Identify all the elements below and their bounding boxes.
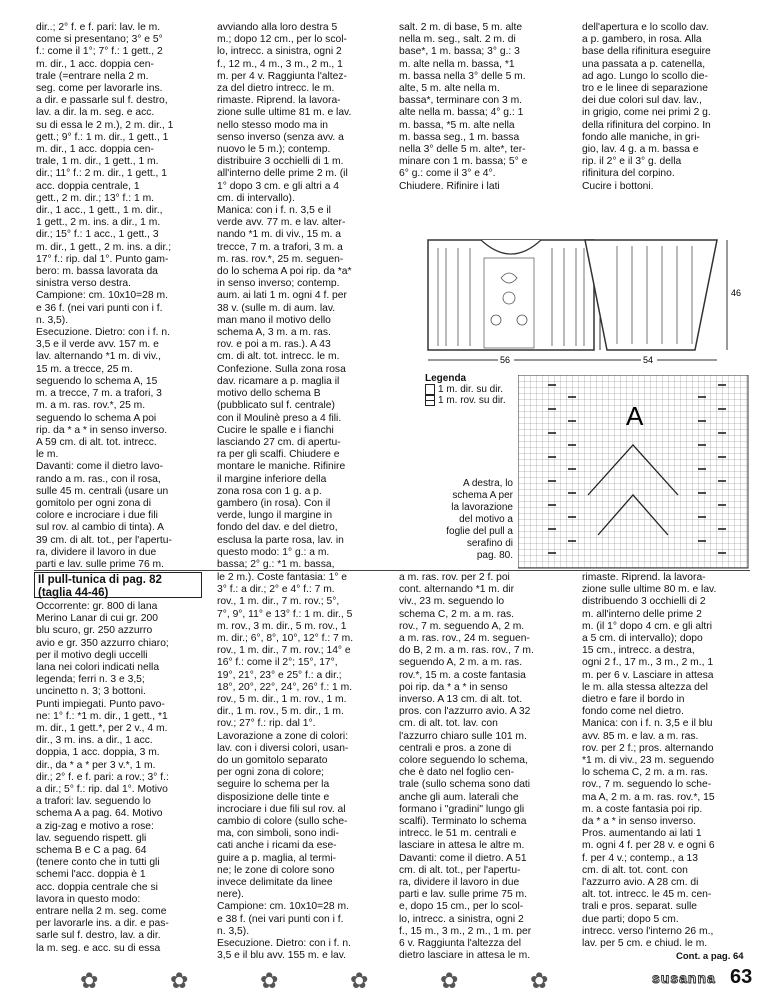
text-column-4: dell'apertura e lo scollo dav. a p. gambero, in rosa. Alla base della rifinitura eseguire una passata a p. catenella, ad ago. Lungo lo scollo die- tro e le linee di separazione dei due colori sul dav. lav., in grigio, come nei primi 2 g. della rifinitura del corpino. In fondo alle maniche, in gri- gio, lav. 4 g. a m. bassa e rip. il 2° e il 3° g. della rifinitura del corpino. Cucire i bottoni. [582,22,711,192]
bottom-column-2: le 2 m.). Coste fantasia: 1° e 3° f.: a dir.; 2° e 4° f.: 7 m. rov., 1 m. dir., 7 m. rov.; 5°, 7°, 9°, 11° e 13° f.: 1 m. dir., 5 m. rov., 3 m. dir., 5 m. rov., 1 m. dir.; 6°, 8°, 10°, 12° f.: 7 m. rov., 1 m. dir., 7 m. rov.; 14° e 16° f.: come il 2°; 15°, 17°, 19°, 21°, 23° e 25° f.: a dir.; 18°, 20°, 22°, 24°, 26° f.: 1 m. rov., 5 m. dir., 1 m. rov., 1 m. dir., 1 m. rov., 5 m. dir., 1 m. rov.; 27° f.: rip. dal 1°. Lavorazione a zone di colori: lav. con i diversi colori, usan- do un gomitolo separato per ogni zona di colore; seguire lo schema per la disposizione delle tinte e incrociare i due fili sul rov. al cambio di colore (sullo sche- ma, con simboli, sono indi- cati anche i ricami da ese- guire a p. maglia, al termi- ne; le zone di colore sono invece delimitate da linee nere). Campione: cm. 10x10=28 m. e 38 f. (nei vari punti con i f. n. 3,5). Esecuzione. Dietro: con i f. n. 3,5 e il blu avv. 155 m. e lav. [217,572,354,962]
flower-ornament-icon: ✿ [350,968,369,993]
flower-ornament-icon: ✿ [440,968,459,993]
text-column-1: dir..; 2° f. e f. pari: lav. le m. come si presentano; 3° e 5° f.: come il 1°; 7° f.: 1 gett., 2 m. dir., 1 acc. doppia cen- trale (=entrare nella 2 m. seg. come per lavorarle ins. a dir. e passarle sul f. destro, lav. a dir. la m. seg. e acc. su di essa le 2 m.), 2 m. dir., 1 gett.; 9° f.: 1 m. dir., 1 gett., 1 m. dir., 1 acc. doppia cen- trale, 1 m. dir., 1 gett., 1 m. dir.; 11° f.: 2 m. dir., 1 gett., 1 acc. doppia centrale, 1 gett., 2 m. dir.; 13° f.: 1 m. dir., 1 acc., 1 gett., 1 m. dir., 1 gett., 2 m. ins. a dir., 1 m. dir.; 15° f.: 1 acc., 1 gett., 3 m. dir., 1 gett., 2 m. ins. a dir.; 17° f.: rip. dal 1°. Punto gam- bero: m. bassa lavorata da sinistra verso destra. Campione: cm. 10x10=28 m. e 36 f. (nei vari punti con i f. n. 3,5). Esecuzione. Dietro: con i f. n. 3,5 e il verde avv. 157 m. e lav. alternando *1 m. di viv., 15 m. a trecce, 25 m. seguendo lo schema A, 15 m. a trecce, 7 m. a trafori, 3 m. a m. ras. rov.*, 25 m. seguendo lo schema A poi rip. da * a * in senso inverso. A 59 cm. di alt. tot. intrecc. le m. Davanti: come il dietro lavo- rando a m. ras., con il rosa, sulle 45 m. centrali (usare un gomitolo per ogni zona di colore e incrociare i due fili sul rov. al cambio di tinta). A 39 cm. di alt. tot., per l'apertu- ra, dividere il lavoro in due parti e lav. sulle prime 76 m. [36,22,174,570]
dim-width-body: 56 [500,355,511,364]
flower-ornament-icon: ✿ [260,968,279,993]
chart-a-grid [518,375,750,570]
section-heading: Il pull-tunica di pag. 82 (taglia 44-46) [34,572,202,598]
legend-title: Legenda [425,373,467,384]
chart-letter-a: A [626,401,644,431]
flower-ornament-icon: ✿ [530,968,549,993]
section-divider [34,570,750,571]
dim-height-sleeve: 46 [731,288,742,298]
dim-width-sleeve: 54 [643,355,654,364]
purl-swatch-icon [425,395,435,406]
magazine-brand: susanna [652,970,716,986]
legend [425,373,506,406]
flower-ornament-icon: ✿ [170,968,189,993]
sleeve-diagram [577,238,747,364]
text-column-3: salt. 2 m. di base, 5 m. alte nella m. seg., salt. 2 m. di base*, 1 m. bassa; 3° g.: 3 m. alte nella m. bassa, *1 m. bassa nella 3° delle 5 m. alte, 5 m. alte nella m. bassa*, terminare con 3 m. alte nella m. bassa; 4° g.: 1 m. bassa, *5 m. alte nella m. bassa seg., 1 m. bassa nella 3° delle 5 m. alte*, ter- minare con 1 m. bassa; 5° e 6° g.: come il 3° e 4°. Chiudere. Rifinire i lati [399,22,528,192]
text-column-2: avviando alla loro destra 5 m.; dopo 12 cm., per lo scol- lo, intrecc. a sinistra, ogni 2 f., 12 m., 4 m., 3 m., 2 m., 1 m. per 4 v. Raggiunta l'altez- za del dietro intrecc. le m. rimaste. Riprend. la lavora- zione sulle ultime 81 m. e lav. nello stesso modo ma in senso inverso (senza avv. a nuovo le 5 m.); contemp. distribuire 3 occhielli di 1 m. all'interno delle prime 2 m. (il 1° dopo 3 cm. e gli altri a 4 cm. di intervallo). Manica: con i f. n. 3,5 e il verde avv. 77 m. e lav. alter- nando *1 m. di viv., 15 m. a trecce, 7 m. a trafori, 3 m. a m. ras. rov.*, 25 m. seguen- do lo schema A poi rip. da *a* in senso inverso; contemp. aum. ai lati 1 m. ogni 4 f. per 38 v. (sulle m. di aum. lav. man mano il motivo dello schema A, 3 m. a m. ras. rov. e poi a m. ras.). A 43 cm. di alt. tot. intrecc. le m. Confezione. Sulla zona rosa dav. ricamare a p. maglia il motivo dello schema B (pubblicato sul f. centrale) con il Moulinè preso a 4 fili. Cucire le spalle e i fianchi lasciando 27 cm. di apertu- ra per gli scalfi. Chiudere e montare le maniche. Rifinire il margine inferiore della zona rosa con 1 g. a p. gambero (in rosa). Con il verde, lungo il margine in fondo del dav. e del dietro, esclusa la parte rosa, lav. in questo modo: 1° g.: a m. bassa; 2° g.: *1 m. bassa, [217,22,352,570]
legend-item-purl: 1 m. rov. su dir. [425,395,506,406]
bottom-column-3: a m. ras. rov. per 2 f. poi cont. alternando *1 m. dir viv., 23 m. seguendo lo schema C, 2 m. a m. ras. rov., 7 m. seguendo A, 2 m. a m. ras. rov., 24 m. seguen- do B, 2 m. a m. ras. rov., 7 m. seguendo A, 2 m. a m. ras. rov.*, 15 m. a coste fantasia poi rip. da * a * in senso inverso. A 13 cm. di alt. tot. pros. con l'azzurro avio. A 32 cm. di alt. tot. lav. con l'azzurro chiaro sulle 101 m. centrali e pros. a zone di colore seguendo lo schema, che è dato nel foglio cen- trale (sullo schema sono dati anche gli aum. laterali che formano i "gradini" lungo gli scalfi). Terminato lo schema intrecc. le 51 m. centrali e lasciare in attesa le altre m. Davanti: come il dietro. A 51 cm. di alt. tot., per l'apertu- ra, dividere il lavoro in due parti e lav. sulle prime 75 m. e, dopo 15 cm., per lo scol- lo, intrecc. a sinistra, ogni 2 f., 15 m., 3 m., 2 m., 1 m. per 6 v. Raggiunta l'altezza del dietro lasciare in attesa le m. [399,572,534,962]
bottom-column-4: rimaste. Riprend. la lavora- zione sulle ultime 80 m. e lav. distribuendo 3 occhielli di 2 m. all'interno delle prime 2 m. (il 1° dopo 4 cm. e gli altri a 5 cm. di intervallo); dopo 15 cm., intrecc. a destra, ogni 2 f., 17 m., 3 m., 2 m., 1 m. per 6 v. Lasciare in attesa le m. alla stessa altezza del dietro e fare il bordo in fondo come nel dietro. Manica: con i f. n. 3,5 e il blu avv. 85 m. e lav. a m. ras. rov. per 2 f.; pros. alternando *1 m. di viv., 23 m. seguendo lo schema C, 2 m. a m. ras. rov., 7 m. seguendo lo sche- ma A, 2 m. a m. ras. rov.*, 15 m. a coste fantasia poi rip. da * a * in senso inverso. Pros. aumentando ai lati 1 m. ogni 4 f. per 28 v. e ogni 6 f. per 4 v.; contemp., a 13 cm. di alt. tot. cont. con l'azzurro avio. A 28 cm. di alt. tot. intrecc. le 45 m. cen- trali e pros. separat. sulle due parti; dopo 5 cm. intrecc. verso l'interno 26 m., lav. per 5 cm. e chiud. le m. [582,572,717,950]
legend-item-knit: 1 m. dir. su dir. [425,384,506,395]
chart-note: A destra, lo schema A per la lavorazione del motivo a foglie del pull a serafino di pag. 80. [446,478,513,561]
continued-note: Cont. a pag. 64 [676,951,744,962]
page-number: 63 [730,966,753,988]
flower-ornament-icon: ✿ [80,968,99,993]
knit-swatch-icon [425,384,435,395]
bottom-column-1: Occorrente: gr. 800 di lana Merino Lanar di cui gr. 200 blu scuro, gr. 250 azzurro avio e gr. 350 azzurro chiaro; per il motivo degli uccelli lana nei colori indicati nella legenda; ferri n. 3 e 3,5; uncinetto n. 3; 3 bottoni. Punti impiegati. Punto pavo- ne: 1° f.: *1 m. dir., 1 gett., *1 m. dir., 1 gett.*, per 2 v., 4 m. dir., 3 m. ins. a dir., 1 acc. doppia, 1 acc. doppia, 3 m. dir., da * a * per 3 v.*, 1 m. dir.; 2° f. e f. pari: a rov.; 3° f.: a dir.; 5° f.: rip. dal 1°. Motivo a trafori: lav. seguendo lo schema A a pag. 64. Motivo a zig-zag e motivo a rose: lav. seguendo rispett. gli schema B e C a pag. 64 (tenere conto che in tutti gli schemi l'acc. doppia è 1 acc. doppia centrale che si lavora in questo modo: entrare nella 2 m. seg. come per lavorarle ins. a dir. e pas- sarle sul f. destro, lav. a dir. la m. seg. e acc. su di essa [36,601,169,954]
